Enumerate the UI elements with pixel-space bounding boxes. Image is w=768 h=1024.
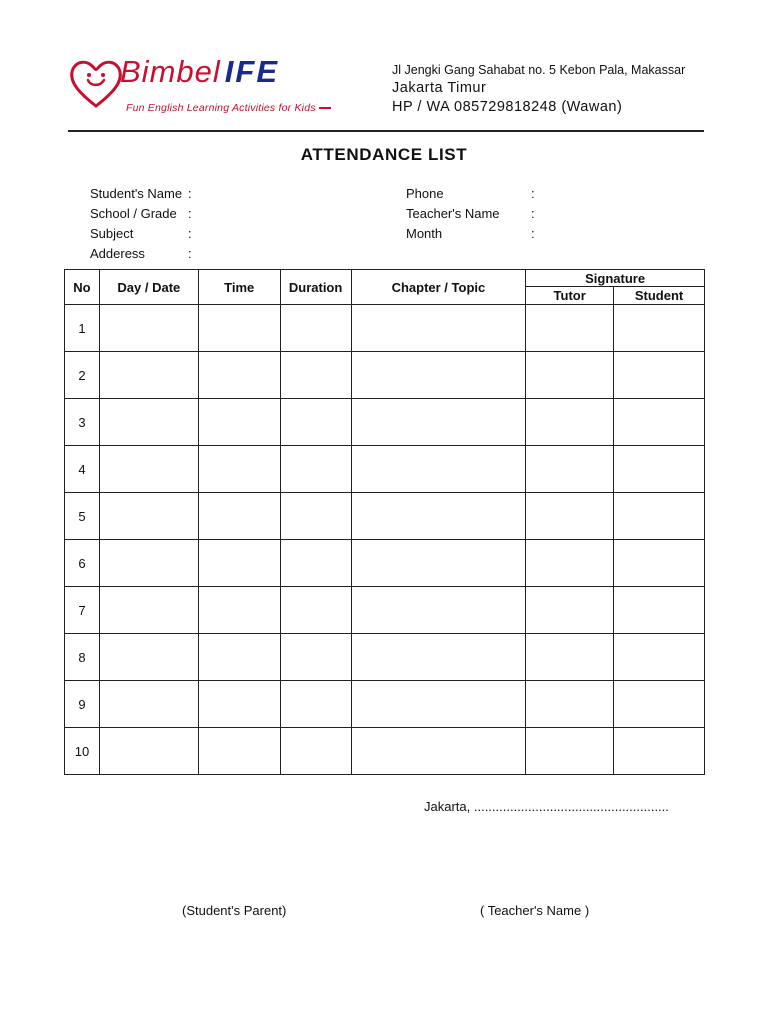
cell-chapter-topic[interactable] <box>351 305 526 352</box>
table-header-row <box>65 270 705 287</box>
cell-day-date[interactable] <box>99 728 198 775</box>
table-row <box>65 399 705 446</box>
cell-tutor-signature[interactable] <box>526 446 614 493</box>
cell-day-date[interactable] <box>99 399 198 446</box>
cell-duration[interactable] <box>280 305 351 352</box>
table-row <box>65 446 705 493</box>
col-header-tutor: Tutor <box>526 287 614 305</box>
cell-no: 7 <box>65 587 100 634</box>
cell-tutor-signature[interactable] <box>526 728 614 775</box>
attendance-table <box>64 269 705 775</box>
cell-no: 5 <box>65 493 100 540</box>
col-header-student: Student <box>614 287 705 305</box>
address-line-2: Jakarta Timur <box>392 80 487 96</box>
cell-chapter-topic[interactable] <box>351 493 526 540</box>
cell-student-signature[interactable] <box>614 399 705 446</box>
table-row <box>65 681 705 728</box>
field-label-address: Adderess <box>90 246 145 261</box>
field-label-teacher-name: Teacher's Name <box>406 206 500 221</box>
cell-tutor-signature[interactable] <box>526 587 614 634</box>
cell-duration[interactable] <box>280 540 351 587</box>
cell-time[interactable] <box>198 587 280 634</box>
cell-day-date[interactable] <box>99 352 198 399</box>
cell-chapter-topic[interactable] <box>351 634 526 681</box>
cell-time[interactable] <box>198 305 280 352</box>
cell-time[interactable] <box>198 493 280 540</box>
cell-no: 8 <box>65 634 100 681</box>
cell-duration[interactable] <box>280 352 351 399</box>
cell-no: 9 <box>65 681 100 728</box>
cell-duration[interactable] <box>280 681 351 728</box>
address-block <box>392 63 685 115</box>
cell-chapter-topic[interactable] <box>351 446 526 493</box>
cell-day-date[interactable] <box>99 587 198 634</box>
cell-student-signature[interactable] <box>614 305 705 352</box>
field-label-school-grade: School / Grade <box>90 206 177 221</box>
table-row <box>65 305 705 352</box>
field-colon: : <box>188 246 192 261</box>
heart-icon <box>68 56 124 112</box>
cell-time[interactable] <box>198 634 280 681</box>
field-colon: : <box>188 226 192 241</box>
cell-student-signature[interactable] <box>614 681 705 728</box>
tagline-dash <box>319 107 331 109</box>
cell-duration[interactable] <box>280 399 351 446</box>
address-line-1: Jl Jengki Gang Sahabat no. 5 Kebon Pala, Makassar <box>392 63 686 77</box>
cell-chapter-topic[interactable] <box>351 681 526 728</box>
cell-time[interactable] <box>198 399 280 446</box>
cell-no: 2 <box>65 352 100 399</box>
cell-no: 3 <box>65 399 100 446</box>
cell-tutor-signature[interactable] <box>526 634 614 681</box>
cell-student-signature[interactable] <box>614 587 705 634</box>
cell-time[interactable] <box>198 352 280 399</box>
cell-tutor-signature[interactable] <box>526 493 614 540</box>
cell-time[interactable] <box>198 728 280 775</box>
col-header-time: Time <box>198 270 280 305</box>
table-row <box>65 728 705 775</box>
table-body <box>65 305 705 775</box>
field-label-month: Month <box>406 226 443 241</box>
cell-chapter-topic[interactable] <box>351 728 526 775</box>
student-parent-signature-label: (Student's Parent) <box>182 903 287 918</box>
cell-duration[interactable] <box>280 587 351 634</box>
cell-day-date[interactable] <box>99 305 198 352</box>
cell-duration[interactable] <box>280 634 351 681</box>
cell-no: 1 <box>65 305 100 352</box>
cell-day-date[interactable] <box>99 634 198 681</box>
table-row <box>65 634 705 681</box>
cell-tutor-signature[interactable] <box>526 305 614 352</box>
field-colon: : <box>531 206 535 221</box>
cell-chapter-topic[interactable] <box>351 540 526 587</box>
cell-chapter-topic[interactable] <box>351 587 526 634</box>
cell-student-signature[interactable] <box>614 540 705 587</box>
cell-no: 10 <box>65 728 100 775</box>
field-colon: : <box>531 186 535 201</box>
page-title: ATTENDANCE LIST <box>300 145 468 164</box>
col-header-no: No <box>65 270 100 305</box>
cell-time[interactable] <box>198 681 280 728</box>
brand-name-part2: IFE <box>224 54 279 89</box>
cell-day-date[interactable] <box>99 493 198 540</box>
cell-student-signature[interactable] <box>614 728 705 775</box>
col-header-signature: Signature <box>526 270 705 287</box>
address-line-3: HP / WA 085729818248 (Wawan) <box>392 99 623 115</box>
cell-no: 6 <box>65 540 100 587</box>
table-row <box>65 540 705 587</box>
cell-tutor-signature[interactable] <box>526 399 614 446</box>
cell-no: 4 <box>65 446 100 493</box>
cell-student-signature[interactable] <box>614 493 705 540</box>
cell-chapter-topic[interactable] <box>351 399 526 446</box>
table-row <box>65 587 705 634</box>
logo <box>68 52 358 122</box>
field-colon: : <box>188 206 192 221</box>
field-label-student-name: Student's Name <box>90 186 183 201</box>
field-colon: : <box>188 186 192 201</box>
cell-student-signature[interactable] <box>614 352 705 399</box>
cell-student-signature[interactable] <box>614 446 705 493</box>
col-header-day-date: Day / Date <box>99 270 198 305</box>
brand-name-part1: Bimbel <box>120 54 221 89</box>
field-label-subject: Subject <box>90 226 134 241</box>
cell-tutor-signature[interactable] <box>526 540 614 587</box>
col-header-chapter-topic: Chapter / Topic <box>351 270 526 305</box>
place-date-line: Jakarta, ...................................................... <box>424 799 669 814</box>
cell-day-date[interactable] <box>99 681 198 728</box>
cell-tutor-signature[interactable] <box>526 681 614 728</box>
tagline <box>126 102 331 114</box>
cell-duration[interactable] <box>280 728 351 775</box>
cell-student-signature[interactable] <box>614 634 705 681</box>
cell-duration[interactable] <box>280 493 351 540</box>
header-divider <box>68 130 704 132</box>
cell-chapter-topic[interactable] <box>351 352 526 399</box>
field-colon: : <box>531 226 535 241</box>
cell-day-date[interactable] <box>99 446 198 493</box>
cell-time[interactable] <box>198 540 280 587</box>
cell-day-date[interactable] <box>99 540 198 587</box>
cell-tutor-signature[interactable] <box>526 352 614 399</box>
field-label-phone: Phone <box>406 186 444 201</box>
table-row <box>65 493 705 540</box>
teacher-signature-label: ( Teacher's Name ) <box>480 903 590 918</box>
brand-name <box>120 54 279 90</box>
table-row <box>65 352 705 399</box>
cell-duration[interactable] <box>280 446 351 493</box>
cell-time[interactable] <box>198 446 280 493</box>
tagline-text: Fun English Learning Activities for Kids <box>126 102 316 114</box>
col-header-duration: Duration <box>280 270 351 305</box>
